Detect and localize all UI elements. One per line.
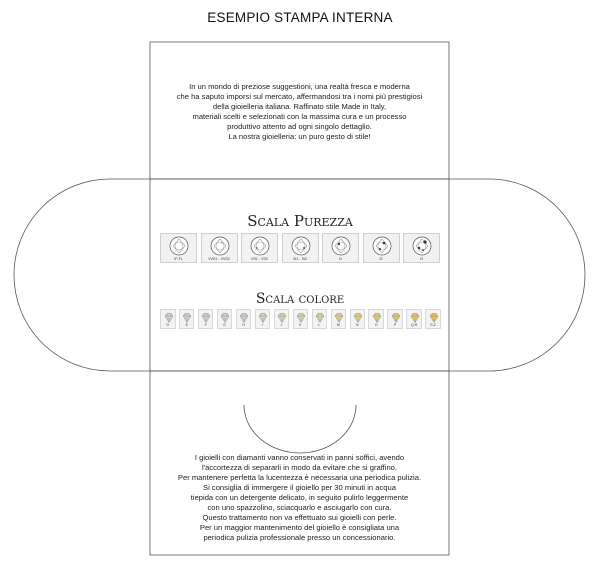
diamond-icon	[333, 312, 345, 324]
diamond-icon	[276, 312, 288, 324]
color-grade-label: E	[185, 323, 188, 327]
color-grade-label: H	[242, 323, 245, 327]
diamond-icon	[412, 236, 432, 256]
diamond-icon	[428, 312, 440, 324]
color-grade-label: M	[336, 323, 340, 327]
color-grade-label: O	[374, 323, 378, 327]
diamond-icon	[390, 312, 402, 324]
purity-grade-cell: VS1 - VS2	[241, 233, 278, 263]
color-grade-cell	[312, 309, 328, 329]
diamond-icon	[250, 236, 270, 256]
diamond-icon	[295, 312, 307, 324]
diamond-icon	[372, 236, 392, 256]
purity-grade-cell: VVS1 - VVS2	[201, 233, 238, 263]
color-grade-label: I	[262, 323, 263, 327]
diamond-icon	[331, 236, 351, 256]
color-grade-cell	[293, 309, 309, 329]
diamond-icon	[163, 312, 175, 324]
purity-grade-cell: I2	[363, 233, 400, 263]
color-grade-cell	[350, 309, 366, 329]
color-grade-label: S-Z	[430, 323, 436, 327]
color-grade-cell	[368, 309, 384, 329]
purity-grade-cell: I3	[403, 233, 440, 263]
color-grade-cell	[255, 309, 271, 329]
diamond-icon	[238, 312, 250, 324]
thumb-cut	[244, 405, 356, 453]
color-scale-heading: Scala colore	[255, 291, 345, 307]
color-scale	[160, 309, 441, 329]
diamond-icon	[257, 312, 269, 324]
center-panel-outline	[150, 179, 449, 371]
color-grade-cell	[217, 309, 233, 329]
color-grade-label: F	[204, 323, 207, 327]
color-grade-label: N	[356, 323, 359, 327]
color-grade-cell	[274, 309, 290, 329]
color-grade-label: K	[299, 323, 302, 327]
purity-scale	[160, 233, 440, 263]
diamond-icon	[219, 312, 231, 324]
color-grade-label: J	[280, 323, 283, 327]
diamond-icon	[352, 312, 364, 324]
color-grade-cell	[387, 309, 403, 329]
care-instructions-text: I gioielli con diamanti vanno conservati in panni soffici, avendo l'accortezza di separarli in modo da evitare che si graffino. Per mantenere perfetta la lucentezza è necessaria una periodica pulizia. Si consiglia di immergere il gioiello per 30 minuti in acqua tiepida con un detergente delicato, in seguito pulirlo leggermente con uno spazzolino, sciacquarlo e asciugarlo con cura. Questo trattamento non va effettuato sui gioielli con perle. Per un maggior mantenimento del gioiello è consigliata una periodica pulizia professionale presso un concessionario.	[177, 453, 422, 542]
color-grade-cell	[425, 309, 441, 329]
diamond-icon	[314, 312, 326, 324]
color-grade-cell	[331, 309, 347, 329]
diamond-icon	[371, 312, 383, 324]
color-grade-label: P	[394, 323, 397, 327]
diamond-icon	[409, 312, 421, 324]
color-grade-cell	[406, 309, 422, 329]
diamond-icon	[291, 236, 311, 256]
intro-text: In un mondo di preziose suggestioni, una realtà fresca e moderna che ha saputo imporsi sul mercato, affermandosi tra i nomi più prestigiosi della gioielleria italiana. Raffinato stile Made in Italy, materiali scelti e selezionati con la massima cura e un processo produttivo attento ad ogni singolo dettaglio. La nostra gioielleria: un puro gesto di stile!	[176, 82, 423, 141]
color-grade-cell	[236, 309, 252, 329]
diamond-icon	[169, 236, 189, 256]
color-grade-cell	[198, 309, 214, 329]
color-grade-cell	[160, 309, 176, 329]
diamond-icon	[181, 312, 193, 324]
purity-scale-heading: Scala Purezza	[247, 212, 353, 230]
color-grade-label: G	[223, 323, 226, 327]
purity-grade-cell: I1	[322, 233, 359, 263]
color-grade-label: Q-R	[411, 323, 418, 327]
purity-grade-cell: SI1 - SI2	[282, 233, 319, 263]
color-grade-label: D	[166, 323, 169, 327]
color-grade-cell	[179, 309, 195, 329]
left-side-flap	[14, 179, 150, 371]
diamond-icon	[200, 312, 212, 324]
right-side-flap	[449, 179, 585, 371]
diamond-icon	[210, 236, 230, 256]
page-title: ESEMPIO STAMPA INTERNA	[207, 10, 393, 25]
color-grade-label: L	[318, 323, 321, 327]
purity-grade-cell: IF-FL	[160, 233, 197, 263]
